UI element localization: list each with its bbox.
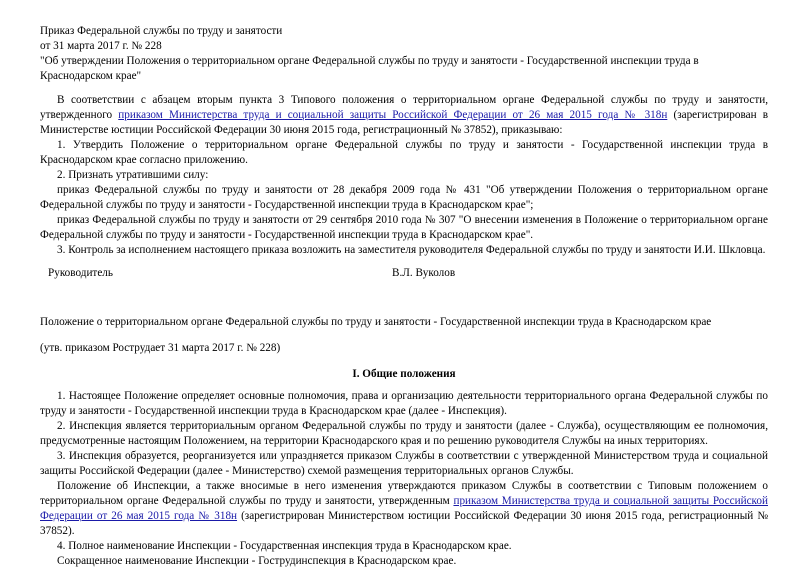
order-date-number: от 31 марта 2017 г. № 228	[40, 40, 162, 52]
preamble-text-before: В соответствии с абзацем вторым пункта 3 Типового положения о территориальном органе Федеральной службы по труду и занятости, утвержденного	[40, 94, 768, 121]
order-item-2-sub-1: приказ Федеральной службы по труду и занятости от 28 декабря 2009 года № 431 "Об утверждении Положения о территориальном органе Федеральной службы по труду и занятости - Государственной инспекции труда в Краснодарском крае";	[40, 184, 768, 211]
appendix-p4-text-after: (зарегистрирован Министерством юстиции Российской Федерации 30 июня 2015 года, регистрационный № 37852).	[40, 510, 769, 537]
preamble-paragraph	[40, 93, 768, 138]
order-item-2: 2. Признать утратившими силу:	[57, 169, 209, 181]
order-title: Приказ Федеральной службы по труду и занятости	[40, 25, 283, 37]
order-header	[40, 24, 768, 84]
preamble-text-after: (зарегистрирован в Министерстве юстиции Российской Федерации 30 июня 2015 года, регистрационный № 37852), приказываю:	[40, 109, 768, 136]
appendix-paragraph-5: 4. Полное наименование Инспекции - Государственная инспекция труда в Краснодарском крае.	[57, 540, 512, 552]
signature-position: Руководитель	[48, 267, 113, 279]
order-subject: "Об утверждении Положения о территориальном органе Федеральной службы по труду и занятости - Государственной инспекции труда в Краснодарском крае"	[40, 55, 699, 82]
order-item-2-sub-2: приказ Федеральной службы по труду и занятости от 29 сентября 2010 года № 307 "О внесении изменения в Положение о территориальном органе Федеральной службы по труду и занятости - Государственной инспекции труда в Краснодарском крае".	[40, 214, 768, 241]
ministry-order-link[interactable]: приказом Министерства труда и социальной защиты Российской Федерации от 26 мая 2015 года № 318н	[118, 109, 668, 121]
appendix-p4-text-before: Положение об Инспекции, а также вносимые в него изменения утверждаются приказом Службы в соответствии с Типовым положением о территориальном органе Федеральной службы по труду и занятости, утвержденным	[40, 480, 768, 507]
appendix-paragraph-2: 2. Инспекция является территориальным органом Федеральной службы по труду и занятости (далее - Служба), осуществляющим ее полномочия, предусмотренные настоящим Положением, на территории Краснодарского края и по решению руководителя Службы на иных территориях.	[40, 420, 768, 447]
section-heading: I. Общие положения	[352, 368, 456, 380]
appendix-paragraph-1: 1. Настоящее Положение определяет основные полномочия, права и организацию деятельности территориального органа Федеральной службы по труду и занятости - Государственной инспекции труда в Краснодарском крае (далее - Инспекция).	[40, 390, 768, 417]
signature-name: В.Л. Вуколов	[392, 267, 456, 279]
order-item-3: 3. Контроль за исполнением настоящего приказа возложить на заместителя руководителя Федеральной службы по труду и занятости И.И. Шкловца.	[57, 244, 766, 256]
appendix-title: Положение о территориальном органе Федеральной службы по труду и занятости - Государственной инспекции труда в Краснодарском крае	[40, 316, 712, 328]
order-item-1: 1. Утвердить Положение о территориальном органе Федеральной службы по труду и занятости - Государственной инспекции труда в Краснодарском крае согласно приложению.	[40, 139, 768, 166]
appendix-paragraph-3: 3. Инспекция образуется, реорганизуется или упраздняется приказом Службы в соответствии с утвержденной Министерством труда и социальной защиты Российской Федерации (далее - Министерство) схемой размещения территориальных органов Службы.	[40, 450, 768, 477]
appendix-paragraph-4	[40, 479, 768, 539]
document-page	[40, 24, 768, 569]
appendix-ministry-order-link[interactable]: приказом Министерства труда и социальной защиты Российской Федерации от 26 мая 2015 года № 318н	[40, 495, 768, 522]
appendix-approved-note: (утв. приказом Рострудает 31 марта 2017 г. № 228)	[40, 342, 281, 354]
signature-block	[40, 266, 768, 281]
appendix-paragraph-6: Сокращенное наименование Инспекции - Гострудинспекция в Краснодарском крае.	[57, 555, 457, 567]
